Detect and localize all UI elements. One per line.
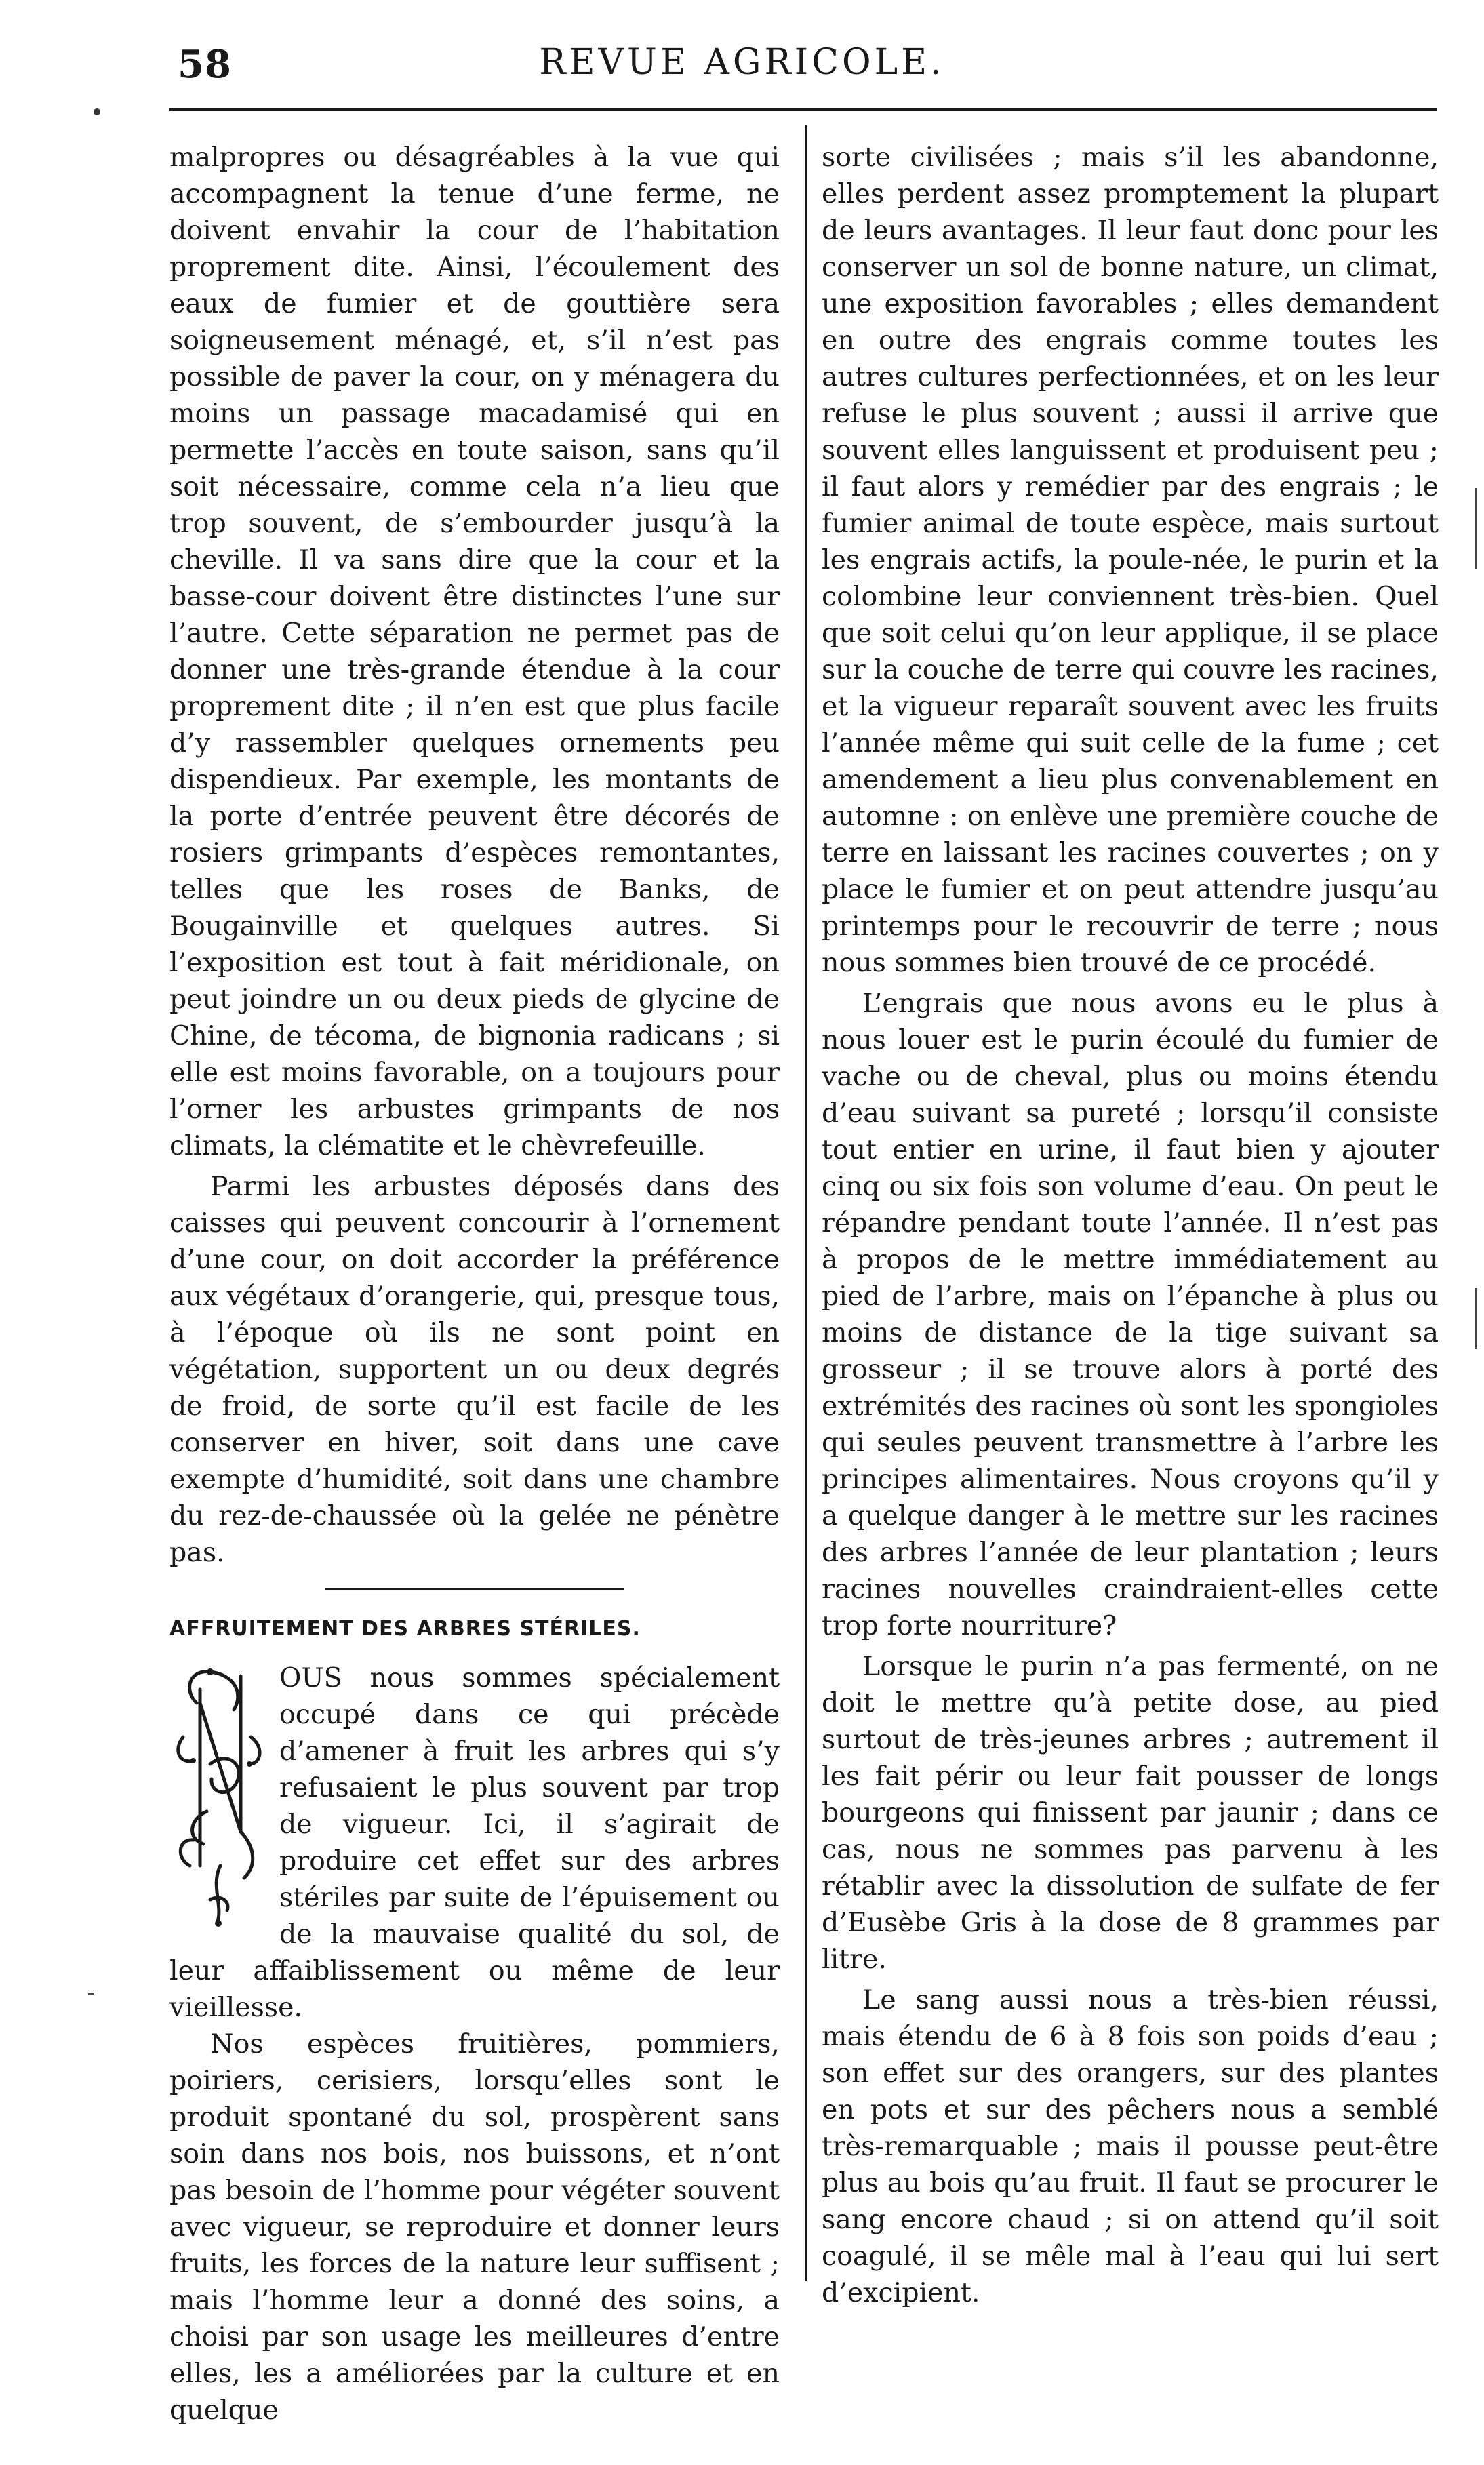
- paragraph: Le sang aussi nous a très-bien réussi, mais étendu de 6 à 8 fois son poids d’eau ; son effet sur des orangers, sur des plantes en pots et sur des pêchers nous a semblé très-remarquable ; mais il pousse peut-être plus au bois qu’au fruit. Il faut se procurer le sang encore chaud ; si on attend qu’il soit coagulé, il se mêle mal à l’eau qui lui sert d’excipient.: [822, 1984, 1439, 2308]
- margin-mark: [1475, 1288, 1477, 1349]
- running-title: REVUE AGRICOLE.: [539, 42, 945, 83]
- right-column: [822, 139, 1439, 2311]
- paragraph: Nos espèces fruitières, pommiers, poiriers, cerisiers, lorsqu’elles sont le produit spontané du sol, prospèrent sans soin dans nos bois, nos buissons, et n’ont pas besoin de l’homme pour végéter souvent avec vigueur, se reproduire et donner leurs fruits, les forces de la nature leur suffisent ; mais l’homme leur a donné des soins, a choisi par son usage les meilleures d’entre elles, les a améliorées par la culture et en quelque: [169, 2028, 780, 2426]
- drop-cap-paragraph: [169, 1660, 780, 2026]
- paragraph: Parmi les arbustes déposés dans des caisses qui peuvent concourir à l’ornement d’une cour, on doit accorder la préférence aux végétaux d’orangerie, qui, presque tous, à l’époque où ils ne sont point en végétation, supportent un ou deux degrés de froid, de sorte qu’il est facile de les conserver en hiver, soit dans une cave exempte d’humidité, soit dans une chambre du rez-de-chaussée où la gelée ne pénètre pas.: [169, 1171, 780, 1568]
- section-divider: [325, 1588, 624, 1590]
- paragraph: malpropres ou désagréables à la vue qui accompagnent la tenue d’une ferme, ne doivent envahir la cour de l’habitation proprement dite. Ainsi, l’écoulement des eaux de fumier et de gouttière sera soigneusement ménagé, et, s’il n’est pas possible de paver la cour, on y ménagera du moins un passage macadamisé qui en permette l’accès en toute saison, sans qu’il soit nécessaire, comme cela n’a lieu que trop souvent, de s’embourder jusqu’à la cheville. Il va sans dire que la cour et la basse-cour doivent être distinctes l’une sur l’autre. Cette séparation ne permet pas de donner une très-grande étendue à la cour proprement dite ; il n’en est que plus facile d’y rassembler quelques ornements peu dispendieux. Par exemple, les montants de la porte d’entrée peuvent être décorés de rosiers grimpants d’espèces remontantes, telles que les roses de Banks, de Bougainville et quelques autres. Si l’exposition est tout à fait méridionale, on peut joindre un ou deux pieds de glycine de Chine, de técoma, de bignonia radicans ; si elle est moins favorable, on a toujours pour l’orner les arbustes grimpants de nos climats, la clématite et le chèvrefeuille.: [169, 142, 780, 1161]
- paragraph: Lorsque le purin n’a pas fermenté, on ne doit le mettre qu’à petite dose, au pied surtout de très-jeunes arbres ; autrement il les fait périr ou leur fait pousser de longs bourgeons qui finissent par jaunir ; dans ce cas, nous ne sommes pas parvenu à les rétablir avec la dissolution de sulfate de fer d’Eusèbe Gris à la dose de 8 grammes par litre.: [822, 1651, 1439, 1975]
- margin-mark: [1475, 488, 1477, 569]
- paragraph: sorte civilisées ; mais s’il les abandonne, elles perdent assez promptement la plupart de leurs avantages. Il leur faut donc pour les conserver un sol de bonne nature, un climat, une exposition favorables ; elles demandent en outre des engrais comme toutes les autres cultures perfectionnées, et on les leur refuse le plus souvent ; aussi il arrive que souvent elles languissent et produisent peu ; il faut alors y remédier par des engrais ; le fumier animal de toute espèce, mais surtout les engrais actifs, la poule-née, le purin et la colombine leur conviennent très-bien. Quel que soit celui qu’on leur applique, il se place sur la couche de terre qui couvre les racines, et la vigueur reparaît souvent avec les fruits l’année même qui suit celle de la fume ; cet amendement a lieu plus convenablement en automne : on enlève une première couche de terre en laissant les racines couvertes ; on y place le fumier et on peut attendre jusqu’au printemps pour le recouvrir de terre ; nous nous sommes bien trouvé de ce procédé.: [822, 142, 1439, 978]
- column-divider: [805, 125, 807, 2281]
- section-title: AFFRUITEMENT DES ARBRES STÉRILES.: [169, 1617, 641, 1641]
- ornamental-initial-icon: [169, 1662, 271, 1931]
- margin-mark: [88, 1993, 94, 1995]
- paragraph: L’engrais que nous avons eu le plus à nous louer est le purin écoulé du fumier de vache ou de cheval, plus ou moins étendu d’eau suivant sa pureté ; lorsqu’il consiste tout entier en urine, il faut bien y ajouter cinq ou six fois son volume d’eau. On peut le répandre pendant toute l’année. Il n’est pas à propos de le mettre immédiatement au pied de l’arbre, mais on l’épanche à plus ou moins de distance de la tige suivant sa grosseur ; il se trouve alors à porté des extrémités des racines où sont les spongioles qui seules peuvent transmettre à l’arbre les principes alimentaires. Nous croyons qu’il y a quelque danger à le mettre sur les racines des arbres l’année de leur plantation ; leurs racines nouvelles craindraient-elles cette trop forte nourriture?: [822, 988, 1439, 1641]
- margin-dot: [94, 108, 100, 115]
- paragraph: OUS nous sommes spécialement occupé dans ce qui précède d’amener à fruit les arbres qui s’y refusaient le plus souvent par trop de vigueur. Ici, il s’agirait de produire cet effet sur des arbres stériles par suite de l’épuisement ou de la mauvaise qualité du sol, de leur affaiblissement ou même de leur vieillesse.: [169, 1662, 780, 2023]
- left-column: [169, 139, 780, 2428]
- page-number: 58: [178, 42, 232, 87]
- header-rule: [169, 108, 1437, 111]
